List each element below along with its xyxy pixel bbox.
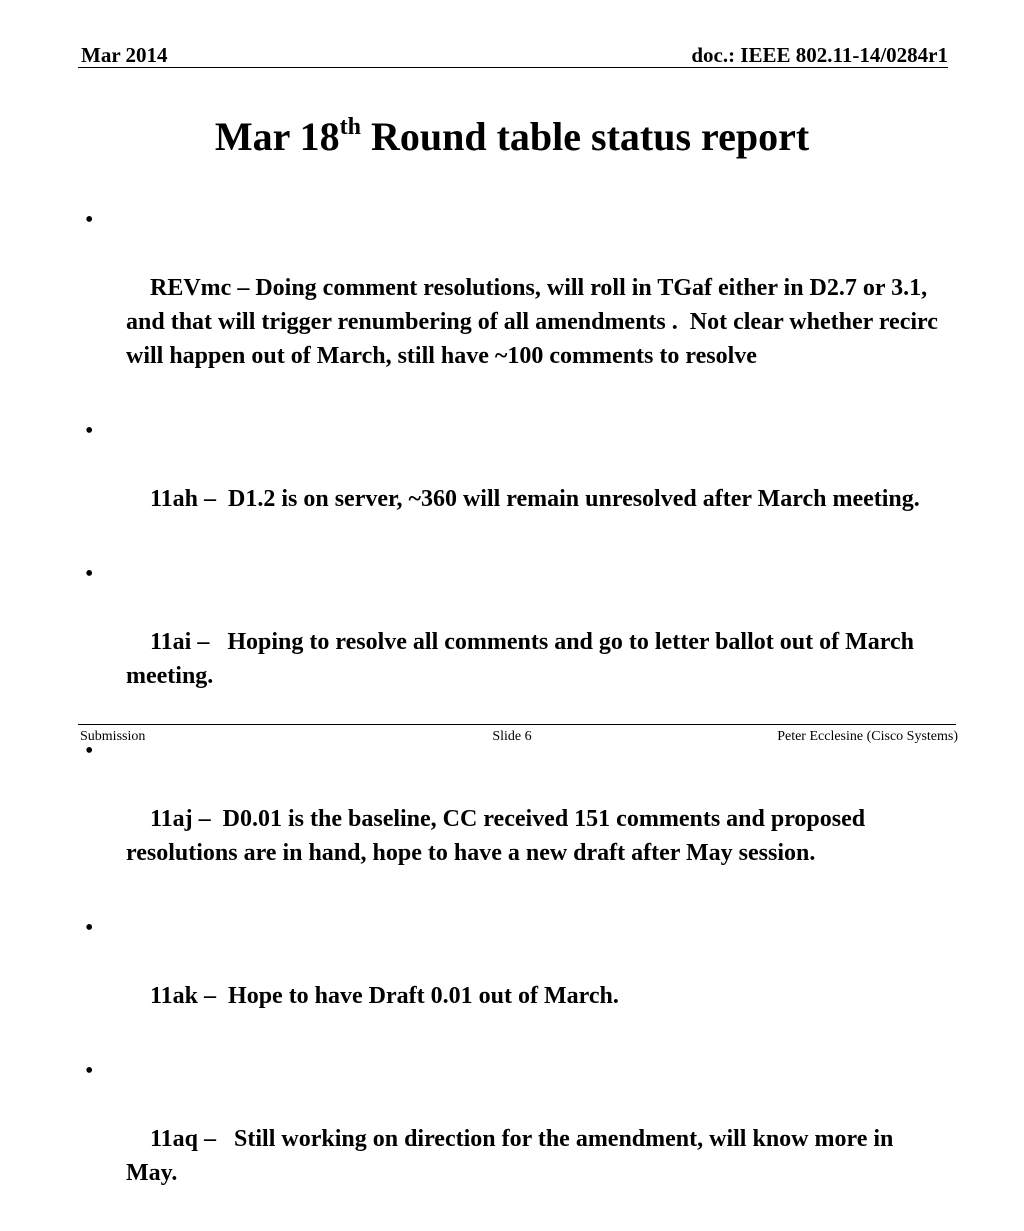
footer-slide-number: Slide 6 — [492, 729, 532, 744]
footer-submission: Submission — [80, 729, 146, 744]
bullet-item-11ak — [85, 911, 945, 1047]
bullet-text: 11ah – D1.2 is on server, ~360 will remain unresolved after March meeting. — [150, 486, 920, 512]
header-date: Mar 2014 — [81, 43, 168, 67]
bullet-item-revmc — [85, 203, 945, 407]
header-doc-id: doc.: IEEE 802.11-14/0284r1 — [691, 43, 948, 67]
slide-title-rest: Round table status report — [360, 114, 810, 159]
bullet-text: 11aj – D0.01 is the baseline, CC received 151 comments and proposed resolutions are in hand, hope to have a new draft after May session. — [126, 806, 872, 866]
slide-title-superscript: th — [339, 114, 361, 140]
bullet-item-11ah — [85, 414, 945, 550]
footer-author: Peter Ecclesine (Cisco Systems) — [777, 729, 958, 744]
bullet-marker: • — [85, 915, 94, 941]
bullet-marker: • — [85, 418, 94, 444]
bullet-item-11aj — [85, 734, 945, 904]
bullet-marker: • — [85, 561, 94, 587]
slide-title — [0, 112, 1024, 168]
bullet-text: 11aq – Still working on direction for the amendment, will know more in May. — [126, 1126, 900, 1186]
bullet-marker: • — [85, 738, 94, 764]
bullet-list — [85, 203, 945, 1231]
bullet-item-11ai — [85, 557, 945, 727]
header-divider — [78, 67, 948, 68]
bullet-text: 11ak – Hope to have Draft 0.01 out of March. — [150, 983, 619, 1009]
bullet-text: 11ai – Hoping to resolve all comments and go to letter ballot out of March meeting. — [126, 629, 920, 689]
bullet-item-11aq — [85, 1054, 945, 1224]
bullet-text: REVmc – Doing comment resolutions, will roll in TGaf either in D2.7 or 3.1, and that will trigger renumbering of all amendments . Not clear whether recirc will happen out of March, still have ~100 comments to resolve — [126, 275, 944, 369]
bullet-marker: • — [85, 207, 94, 233]
slide-title-main: Mar 18 — [214, 114, 340, 159]
bullet-marker: • — [85, 1058, 94, 1084]
footer-divider — [78, 724, 956, 725]
